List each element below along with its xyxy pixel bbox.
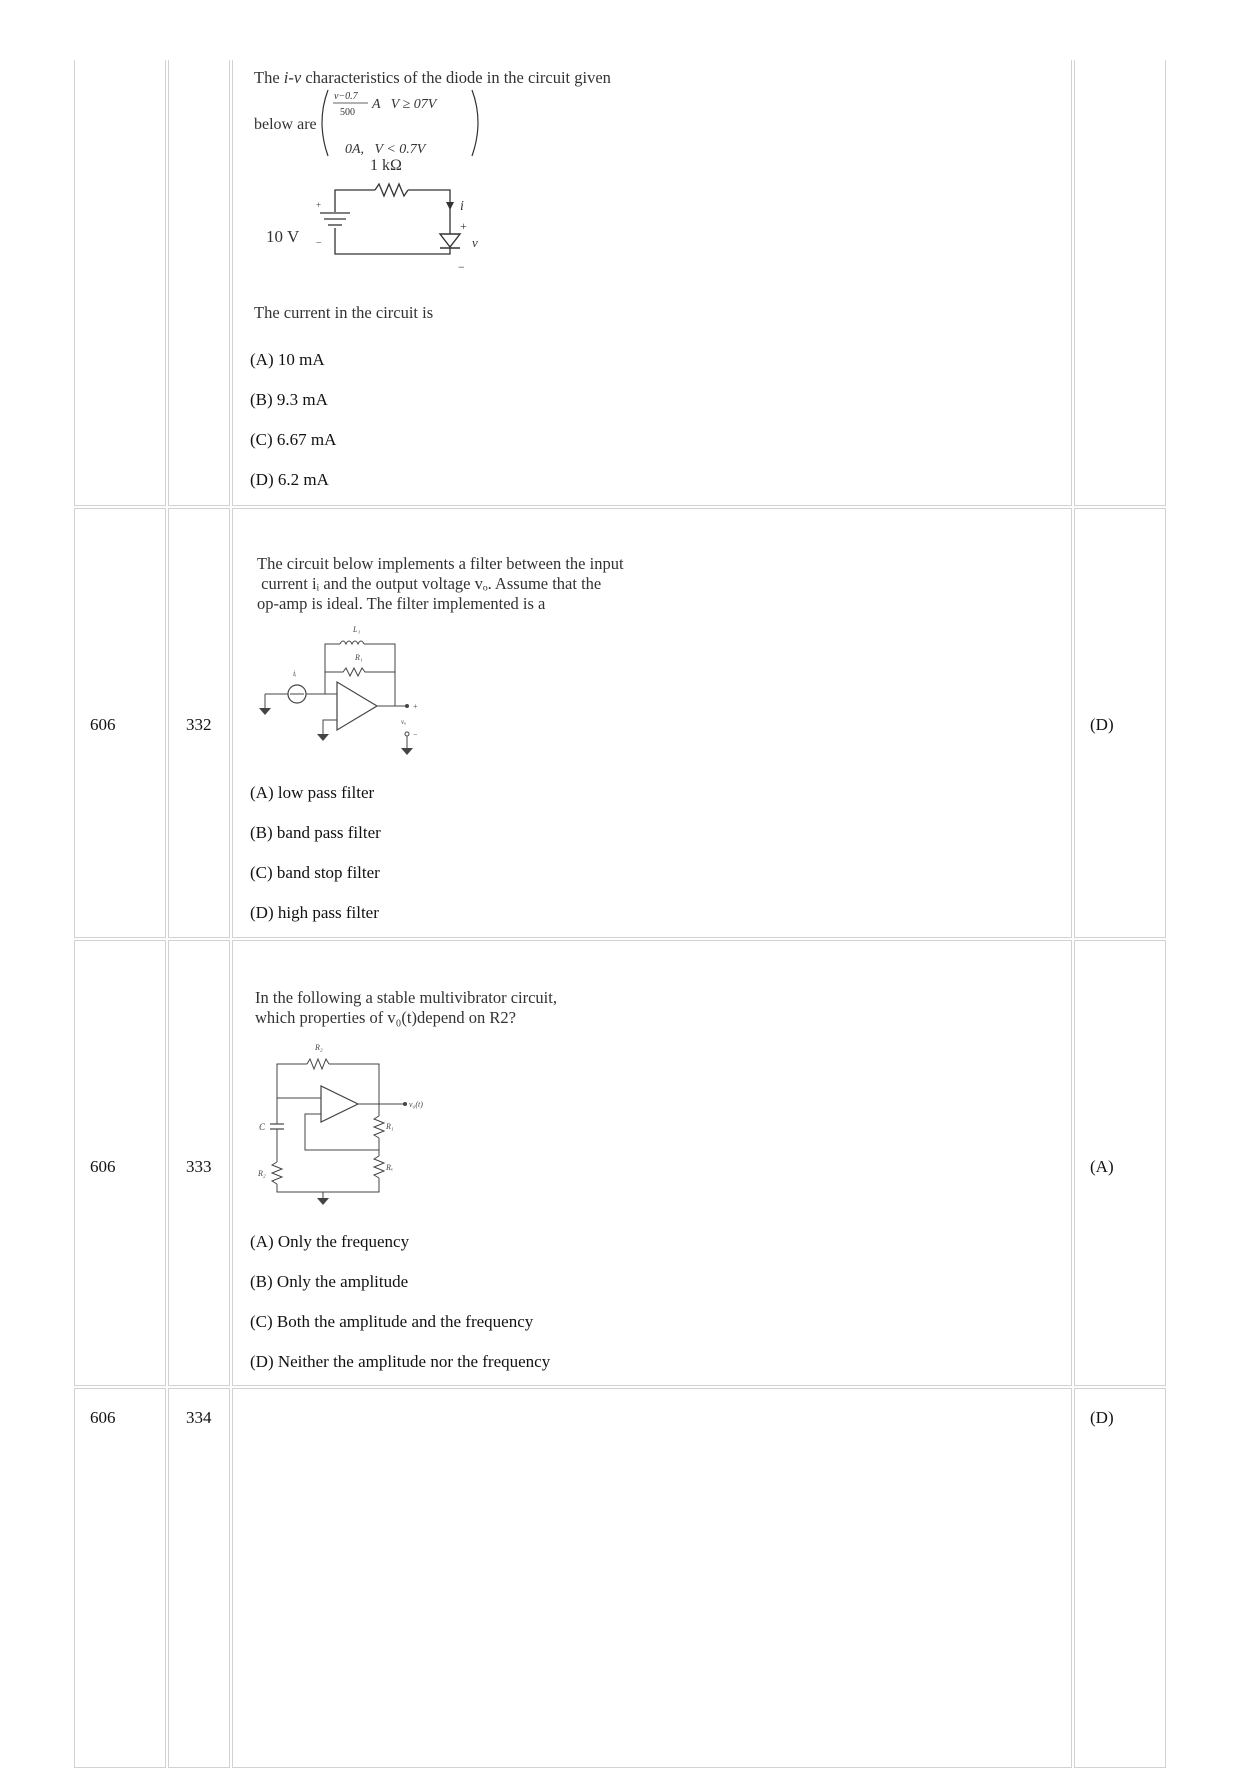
row3-col1 [74,940,166,1386]
output-label: vₒ [401,718,407,726]
output-terminal [405,704,409,708]
rx-label: Rₓ [386,1163,394,1172]
question-number: 332 [186,715,212,734]
equation-lead: below are [254,116,317,133]
question-line-3: op-amp is ideal. The filter implemented is a [257,594,546,613]
row3-answer-cell [1074,940,1166,1386]
question-number: 334 [186,1408,212,1427]
resistor-symbol [307,1059,329,1069]
option-d[interactable]: (D) 6.2 mA [250,470,329,489]
circuit-wire [364,644,395,706]
resistor-symbol [375,184,408,196]
circuit-wire [305,1114,379,1150]
row1-col2 [168,60,230,506]
output-terminal [405,732,409,736]
inductor-icon [340,641,364,644]
row4-col1 [74,1388,166,1768]
answer-value: (D) [1090,1408,1114,1427]
source-voltage-label: 10 V [266,227,300,246]
circuit-wire [325,644,340,672]
capacitor-label: C [259,1122,266,1132]
row-col1-value: 606 [90,715,116,734]
circuit-wire [335,190,375,212]
inductor-label: L₁ [353,625,361,634]
source-plus: + [316,200,322,210]
r1-label: R₁ [386,1122,394,1131]
output-label: v₀(t) [409,1100,423,1109]
circuit-wire [335,228,450,254]
output-minus: − [413,730,418,739]
ground-icon [401,748,413,755]
question-prompt: The current in the circuit is [254,303,434,322]
equation-case-2: 0A, V < 0.7V [345,142,426,157]
option-c[interactable]: (C) band stop filter [250,863,380,882]
resistor-symbol [374,1116,384,1138]
resistor-symbol [272,1162,282,1184]
diode-voltage-label: v [472,235,478,250]
multivibrator-circuit-figure [255,1040,435,1208]
question-number: 333 [186,1157,212,1176]
question-line-1: The circuit below implements a filter between the input [257,554,624,573]
option-b[interactable]: (B) Only the amplitude [250,1272,409,1291]
row4-question-cell [232,1388,1072,1768]
output-plus: + [413,702,418,711]
ground-icon [317,1198,329,1205]
option-c[interactable]: (C) Both the amplitude and the frequency [250,1312,534,1331]
ground-icon [317,734,329,741]
option-a[interactable]: (A) 10 mA [250,350,325,369]
source-label: iᵢ [293,669,297,678]
circuit-wire [277,1064,307,1098]
row-col1-value: 606 [90,1157,116,1176]
diode-plus: + [460,219,467,233]
diode-icon [440,234,460,247]
question-text-part: characteristics of the diode in the circuit given [301,68,611,87]
row1-answer-cell [1074,60,1166,506]
resistor-label: R₁ [355,653,363,662]
row1-col1 [74,60,166,506]
question-line-2: current iᵢ and the output voltage vₒ. Assume that the [257,574,602,593]
question-line-1: In the following a stable multivibrator circuit, [255,988,557,1007]
circuit-wire [323,720,337,734]
equation-fraction-denominator: 500 [340,107,355,118]
resistor-symbol [374,1156,384,1178]
diode-circuit-figure [250,84,500,284]
resistor-label: 1 kΩ [370,157,402,174]
current-arrow-icon [446,202,454,210]
row4-answer-cell [1074,1388,1166,1768]
row4-col2 [168,1388,230,1768]
r-left-label: R₂ [258,1169,266,1178]
diode-minus: − [458,260,465,274]
left-paren [322,90,328,156]
filter-circuit-figure [255,622,435,762]
option-b[interactable]: (B) band pass filter [250,823,381,842]
ground-icon [259,708,271,715]
option-a[interactable]: (A) Only the frequency [250,1232,410,1251]
circuit-wire [329,1064,379,1104]
answer-value: (D) [1090,715,1114,734]
question-line-2: which properties of v₀(t)depend on R2? [255,1008,516,1027]
resistor-symbol [325,668,395,676]
option-c[interactable]: (C) 6.67 mA [250,430,337,449]
right-paren [472,90,478,156]
opamp-icon [337,682,377,730]
output-terminal [403,1102,407,1106]
circuit-wire [408,190,450,234]
opamp-icon [321,1086,358,1122]
current-label: i [460,199,464,214]
circuit-wire [277,1178,379,1192]
equation-fraction-numerator: v−0.7 [334,91,358,102]
question-text-part: The [254,68,284,87]
equation-case-1: A V ≥ 07V [372,97,437,112]
row-col1-value: 606 [90,1408,116,1427]
r-top-label: R₂ [315,1043,323,1052]
option-d[interactable]: (D) high pass filter [250,903,379,922]
row2-answer-cell [1074,508,1166,938]
row2-col1 [74,508,166,938]
variable-iv: i-v [283,68,302,87]
source-minus: − [316,238,322,249]
option-b[interactable]: (B) 9.3 mA [250,390,328,409]
option-d[interactable]: (D) Neither the amplitude nor the frequency [250,1352,551,1371]
answer-value: (A) [1090,1157,1114,1176]
option-a[interactable]: (A) low pass filter [250,783,375,802]
